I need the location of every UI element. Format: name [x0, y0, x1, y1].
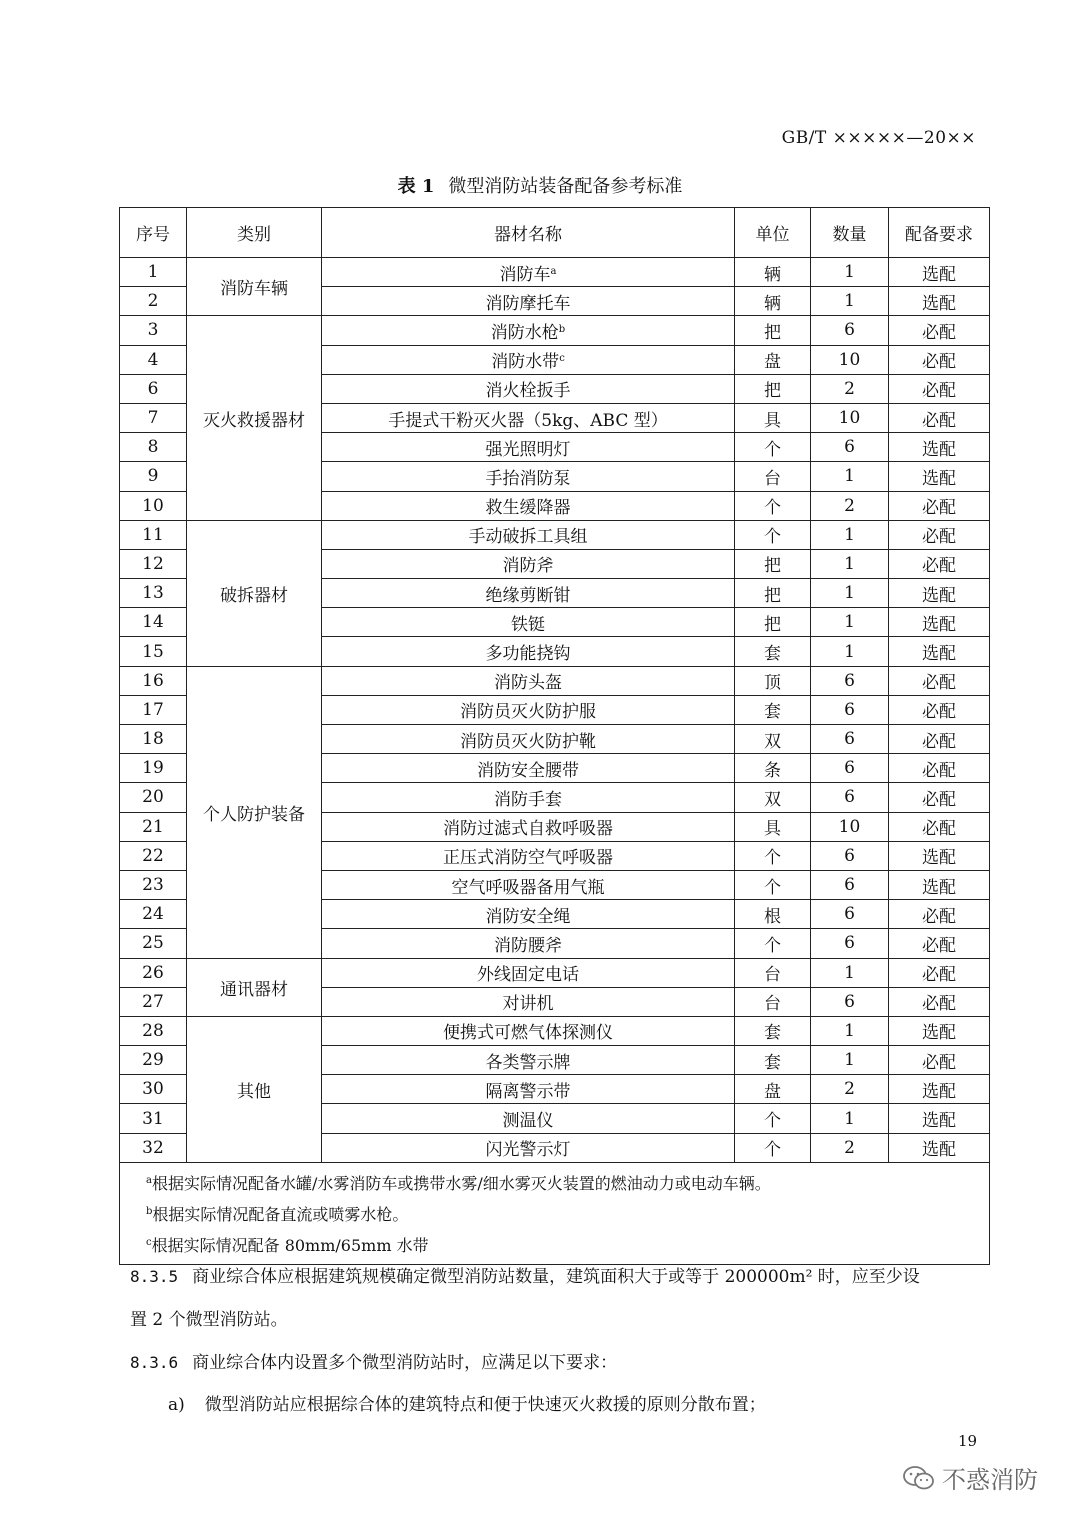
- table-row: [120, 958, 990, 987]
- cell-qty: 6: [811, 987, 889, 1016]
- cell-name: [322, 579, 735, 608]
- footnote-mark: a: [550, 265, 557, 277]
- cell-qty: 1: [811, 1104, 889, 1133]
- item-name: 消防车: [499, 264, 551, 285]
- cell-name: [322, 520, 735, 549]
- cell-qty: 1: [811, 1046, 889, 1075]
- cell-qty: 6: [811, 870, 889, 899]
- cell-unit: 根: [735, 900, 811, 929]
- cell-no: 31: [120, 1104, 187, 1133]
- cell-requirement: 必配: [889, 783, 990, 812]
- cell-no: 16: [120, 666, 187, 695]
- cell-name: [322, 1016, 735, 1045]
- cell-requirement: 选配: [889, 462, 990, 491]
- cell-no: 30: [120, 1075, 187, 1104]
- cell-requirement: 选配: [889, 1075, 990, 1104]
- cell-name: [322, 637, 735, 666]
- item-name: 消防安全腰带: [477, 760, 579, 781]
- item-name: 手提式干粉灭火器（5kg、ABC 型）: [388, 410, 668, 431]
- cell-no: 3: [120, 316, 187, 345]
- cell-no: 15: [120, 637, 187, 666]
- page-number: 19: [958, 1432, 978, 1450]
- clause-text: 置 2 个微型消防站。: [130, 1310, 288, 1330]
- cell-requirement: 选配: [889, 637, 990, 666]
- cell-qty: 10: [811, 812, 889, 841]
- item-name: 消防安全绳: [485, 906, 571, 927]
- cell-unit: 个: [735, 870, 811, 899]
- cell-unit: 条: [735, 754, 811, 783]
- item-name: 消防过滤式自救呼吸器: [443, 819, 613, 840]
- cell-qty: 1: [811, 958, 889, 987]
- note-mark: c: [146, 1236, 152, 1248]
- cell-qty: 6: [811, 841, 889, 870]
- cell-no: 22: [120, 841, 187, 870]
- item-name: 消防手套: [494, 789, 562, 810]
- cell-name: [322, 987, 735, 1016]
- note-line: [146, 1198, 989, 1229]
- note-line: [146, 1229, 989, 1260]
- item-name: 隔离警示带: [485, 1081, 571, 1102]
- clause-text: 商业综合体应根据建筑规模确定微型消防站数量，建筑面积大于或等于 200000m² 时，应至少设: [192, 1267, 920, 1287]
- cell-requirement: 必配: [889, 345, 990, 374]
- item-name: 便携式可燃气体探测仪: [443, 1023, 613, 1044]
- cell-name: [322, 812, 735, 841]
- cell-name: [322, 1133, 735, 1162]
- cell-category: 破拆器材: [187, 520, 322, 666]
- cell-name: [322, 462, 735, 491]
- cell-unit: 把: [735, 579, 811, 608]
- cell-no: 20: [120, 783, 187, 812]
- item-name: 手动破拆工具组: [468, 527, 588, 548]
- item-name: 多功能挠钩: [485, 644, 571, 665]
- item-name: 测温仪: [502, 1111, 554, 1132]
- clause-number: 8.3.5: [130, 1267, 179, 1286]
- item-name: 铁铤: [511, 614, 545, 635]
- cell-qty: 1: [811, 637, 889, 666]
- cell-unit: 辆: [735, 287, 811, 316]
- clause-8-3-5-cont: [130, 1305, 990, 1330]
- item-name: 手抬消防泵: [485, 468, 571, 489]
- table-notes: [120, 1162, 990, 1264]
- cell-requirement: 必配: [889, 812, 990, 841]
- cell-no: 28: [120, 1016, 187, 1045]
- column-header: 数量: [811, 208, 889, 258]
- clause-text: 商业综合体内设置多个微型消防站时，应满足以下要求：: [192, 1353, 618, 1373]
- cell-requirement: 选配: [889, 1133, 990, 1162]
- cell-category: 个人防护装备: [187, 666, 322, 958]
- item-name: 闪光警示灯: [485, 1140, 571, 1161]
- clause-8-3-6: [130, 1348, 990, 1373]
- cell-no: 1: [120, 258, 187, 287]
- cell-requirement: 选配: [889, 1016, 990, 1045]
- cell-name: [322, 433, 735, 462]
- cell-no: 23: [120, 870, 187, 899]
- item-name: 消防水枪: [490, 322, 559, 343]
- cell-requirement: 必配: [889, 549, 990, 578]
- cell-qty: 6: [811, 433, 889, 462]
- cell-category: 灭火救援器材: [187, 316, 322, 520]
- cell-name: [322, 374, 735, 403]
- cell-no: 2: [120, 287, 187, 316]
- cell-requirement: 必配: [889, 403, 990, 432]
- cell-qty: 2: [811, 374, 889, 403]
- cell-requirement: 必配: [889, 374, 990, 403]
- cell-qty: 10: [811, 403, 889, 432]
- cell-no: 21: [120, 812, 187, 841]
- cell-qty: 6: [811, 725, 889, 754]
- cell-unit: 把: [735, 608, 811, 637]
- cell-qty: 6: [811, 929, 889, 958]
- cell-unit: 个: [735, 433, 811, 462]
- cell-requirement: 选配: [889, 841, 990, 870]
- cell-name: [322, 870, 735, 899]
- item-name: 消防头盔: [494, 673, 562, 694]
- notes-row: [120, 1162, 990, 1264]
- cell-requirement: 选配: [889, 433, 990, 462]
- cell-qty: 6: [811, 754, 889, 783]
- cell-qty: 1: [811, 608, 889, 637]
- cell-category: 通讯器材: [187, 958, 322, 1016]
- cell-requirement: 选配: [889, 579, 990, 608]
- cell-name: [322, 929, 735, 958]
- note-mark: a: [146, 1174, 152, 1186]
- cell-unit: 个: [735, 929, 811, 958]
- cell-name: [322, 695, 735, 724]
- column-header: 类别: [187, 208, 322, 258]
- cell-no: 29: [120, 1046, 187, 1075]
- cell-no: 27: [120, 987, 187, 1016]
- cell-name: [322, 1075, 735, 1104]
- cell-unit: 套: [735, 1046, 811, 1075]
- cell-qty: 6: [811, 783, 889, 812]
- item-name: 消防腰斧: [494, 935, 562, 956]
- cell-qty: 6: [811, 695, 889, 724]
- table-row: [120, 1016, 990, 1045]
- cell-qty: 2: [811, 1133, 889, 1162]
- table-header-row: [120, 208, 990, 258]
- cell-requirement: 必配: [889, 316, 990, 345]
- cell-name: [322, 345, 735, 374]
- cell-requirement: 必配: [889, 725, 990, 754]
- item-name: 消防水带: [491, 352, 560, 373]
- item-name: 消防员灭火防护服: [460, 702, 596, 723]
- cell-no: 9: [120, 462, 187, 491]
- cell-requirement: 选配: [889, 870, 990, 899]
- table-title-label: 表 1: [397, 176, 435, 197]
- table-row: [120, 316, 990, 345]
- cell-no: 4: [120, 345, 187, 374]
- cell-no: 25: [120, 929, 187, 958]
- cell-requirement: 必配: [889, 929, 990, 958]
- cell-unit: 套: [735, 1016, 811, 1045]
- note-text: 根据实际情况配备直流或喷雾水枪。: [152, 1204, 409, 1224]
- table-body: [120, 258, 990, 1163]
- cell-qty: 6: [811, 900, 889, 929]
- cell-requirement: 必配: [889, 666, 990, 695]
- note-mark: b: [146, 1205, 153, 1217]
- cell-unit: 盘: [735, 345, 811, 374]
- cell-category: 其他: [187, 1016, 322, 1162]
- column-header: 序号: [120, 208, 187, 258]
- footnote-mark: b: [558, 323, 566, 335]
- clause-number: 8.3.6: [130, 1353, 179, 1372]
- cell-unit: 台: [735, 987, 811, 1016]
- item-name: 强光照明灯: [485, 439, 571, 460]
- note-line: [146, 1167, 989, 1198]
- cell-name: [322, 316, 735, 345]
- table-row: [120, 666, 990, 695]
- cell-requirement: 选配: [889, 608, 990, 637]
- cell-no: 12: [120, 549, 187, 578]
- cell-unit: 顶: [735, 666, 811, 695]
- cell-qty: 6: [811, 666, 889, 695]
- cell-requirement: 必配: [889, 491, 990, 520]
- item-name: 空气呼吸器备用气瓶: [451, 877, 605, 898]
- column-header: 配备要求: [889, 208, 990, 258]
- cell-unit: 套: [735, 695, 811, 724]
- cell-name: [322, 287, 735, 316]
- cell-no: 10: [120, 491, 187, 520]
- table-title-text: 微型消防站装备配备参考标准: [448, 176, 683, 197]
- cell-no: 6: [120, 374, 187, 403]
- cell-no: 32: [120, 1133, 187, 1162]
- item-name: 外线固定电话: [477, 965, 579, 986]
- footnote-mark: c: [559, 353, 565, 365]
- cell-qty: 6: [811, 316, 889, 345]
- cell-name: [322, 783, 735, 812]
- cell-name: [322, 754, 735, 783]
- cell-unit: 套: [735, 637, 811, 666]
- cell-no: 11: [120, 520, 187, 549]
- cell-unit: 个: [735, 1133, 811, 1162]
- cell-unit: 双: [735, 783, 811, 812]
- cell-name: [322, 958, 735, 987]
- cell-name: [322, 549, 735, 578]
- cell-unit: 个: [735, 841, 811, 870]
- table-row: [120, 258, 990, 287]
- cell-unit: 台: [735, 958, 811, 987]
- item-name: 消防摩托车: [485, 293, 571, 314]
- note-text: 根据实际情况配备水罐/水雾消防车或携带水雾/细水雾灭火装置的燃油动力或电动车辆。: [151, 1173, 771, 1193]
- column-header: 单位: [735, 208, 811, 258]
- cell-name: [322, 1104, 735, 1133]
- cell-requirement: 必配: [889, 1046, 990, 1075]
- cell-no: 13: [120, 579, 187, 608]
- cell-unit: 双: [735, 725, 811, 754]
- cell-unit: 具: [735, 812, 811, 841]
- clause-8-3-5: [130, 1262, 990, 1287]
- item-name: 消火栓扳手: [485, 381, 571, 402]
- watermark: [902, 1460, 1038, 1495]
- cell-no: 17: [120, 695, 187, 724]
- cell-no: 8: [120, 433, 187, 462]
- cell-unit: 把: [735, 374, 811, 403]
- cell-unit: 把: [735, 316, 811, 345]
- cell-name: [322, 403, 735, 432]
- cell-requirement: 必配: [889, 695, 990, 724]
- cell-no: 7: [120, 403, 187, 432]
- item-name: 绝缘剪断钳: [485, 585, 571, 606]
- cell-unit: 个: [735, 520, 811, 549]
- cell-qty: 2: [811, 491, 889, 520]
- list-item-label: a): [168, 1395, 185, 1415]
- list-item-text: 微型消防站应根据综合体的建筑特点和便于快速灭火救援的原则分散布置；: [204, 1395, 766, 1415]
- table-title: [0, 172, 1080, 198]
- cell-no: 18: [120, 725, 187, 754]
- table-row: [120, 520, 990, 549]
- cell-requirement: 必配: [889, 958, 990, 987]
- cell-qty: 1: [811, 549, 889, 578]
- cell-no: 24: [120, 900, 187, 929]
- standard-code: GB/T ×××××—20××: [781, 128, 976, 148]
- cell-unit: 个: [735, 491, 811, 520]
- cell-no: 19: [120, 754, 187, 783]
- cell-no: 14: [120, 608, 187, 637]
- equipment-table: [119, 207, 990, 1265]
- wechat-icon: [902, 1464, 936, 1492]
- cell-qty: 1: [811, 1016, 889, 1045]
- cell-qty: 1: [811, 258, 889, 287]
- cell-qty: 1: [811, 520, 889, 549]
- cell-unit: 个: [735, 1104, 811, 1133]
- cell-unit: 台: [735, 462, 811, 491]
- column-header: 器材名称: [322, 208, 735, 258]
- cell-name: [322, 258, 735, 287]
- cell-category: 消防车辆: [187, 258, 322, 316]
- item-name: 消防斧: [502, 556, 554, 577]
- list-item-a: [168, 1390, 1028, 1415]
- cell-requirement: 必配: [889, 900, 990, 929]
- item-name: 正压式消防空气呼吸器: [443, 848, 613, 869]
- item-name: 各类警示牌: [485, 1052, 571, 1073]
- cell-requirement: 选配: [889, 287, 990, 316]
- cell-name: [322, 608, 735, 637]
- cell-name: [322, 491, 735, 520]
- note-text: 根据实际情况配备 80mm/65mm 水带: [151, 1235, 429, 1255]
- cell-requirement: 必配: [889, 520, 990, 549]
- cell-unit: 辆: [735, 258, 811, 287]
- cell-qty: 1: [811, 287, 889, 316]
- cell-unit: 把: [735, 549, 811, 578]
- watermark-text: 不惑消防: [942, 1466, 1038, 1494]
- cell-name: [322, 1046, 735, 1075]
- cell-name: [322, 900, 735, 929]
- cell-requirement: 必配: [889, 987, 990, 1016]
- item-name: 对讲机: [502, 994, 554, 1015]
- cell-requirement: 选配: [889, 1104, 990, 1133]
- item-name: 消防员灭火防护靴: [460, 731, 596, 752]
- cell-qty: 2: [811, 1075, 889, 1104]
- item-name: 救生缓降器: [485, 498, 571, 519]
- cell-qty: 1: [811, 462, 889, 491]
- cell-qty: 10: [811, 345, 889, 374]
- cell-name: [322, 666, 735, 695]
- cell-unit: 盘: [735, 1075, 811, 1104]
- cell-requirement: 选配: [889, 258, 990, 287]
- cell-no: 26: [120, 958, 187, 987]
- cell-name: [322, 841, 735, 870]
- cell-qty: 1: [811, 579, 889, 608]
- cell-unit: 具: [735, 403, 811, 432]
- cell-name: [322, 725, 735, 754]
- cell-requirement: 必配: [889, 754, 990, 783]
